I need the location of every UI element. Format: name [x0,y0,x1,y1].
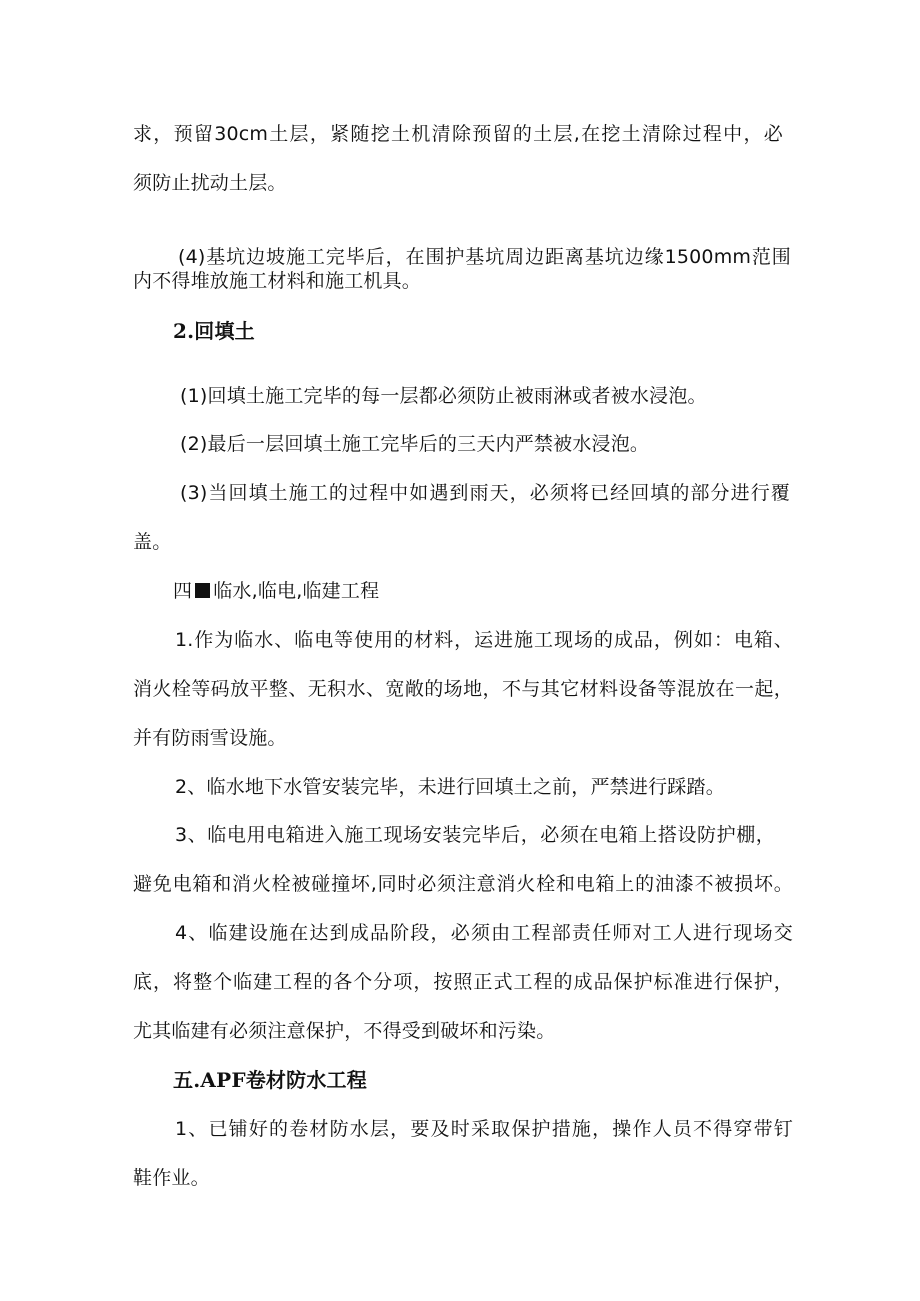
paragraph-line: 消火栓等码放平整、无积水、宽敞的场地，不与其它材料设备等混放在一起， [133,678,793,700]
section-heading: 五.APF卷材防水工程 [173,1068,367,1092]
list-item: (2)最后一层回填土施工完毕后的三天内严禁被水浸泡。 [180,433,650,455]
list-item: (1)回填土施工完毕的每一层都必须防止被雨淋或者被水浸泡。 [180,385,707,407]
heading-number: 四 [173,580,193,602]
paragraph-line: 求，预留30cm土层，紧随挖土机清除预留的土层,在挖土清除过程中，必 [133,123,783,145]
paragraph-line: 并有防雨雪设施。 [133,727,287,749]
section-heading: 2.回填土 [173,319,255,343]
list-item: 4、临建设施在达到成品阶段，必须由工程部责任师对工人进行现场交 [175,922,793,944]
section-heading [173,579,379,603]
paragraph-line: 须防止扰动土层。 [133,172,287,194]
list-item: (3)当回填土施工的过程中如遇到雨天，必须将已经回填的部分进行覆 [180,482,790,504]
list-item: 1、已铺好的卷材防水层，要及时采取保护措施，操作人员不得穿带钉 [175,1118,793,1140]
paragraph-line: (4)基坑边坡施工完毕后，在围护基坑周边距离基坑边缘1500mm范围 [178,246,791,268]
paragraph-line: 尤其临建有必须注意保护，不得受到破坏和污染。 [133,1020,556,1042]
list-item: 3、临电用电箱进入施工现场安装完毕后，必须在电箱上搭设防护棚， [175,824,775,846]
heading-text: 临水,临电,临建工程 [213,580,380,602]
paragraph-line: 鞋作业。 [133,1167,210,1189]
paragraph-line: 盖。 [133,531,172,553]
paragraph-line: 底，将整个临建工程的各个分项，按照正式工程的成品保护标准进行保护， [133,971,793,993]
list-item: 1.作为临水、临电等使用的材料，运进施工现场的成品，例如：电箱、 [175,629,793,651]
paragraph-line: 避免电箱和消火栓被碰撞坏,同时必须注意消火栓和电箱上的油漆不被损坏。 [133,873,793,895]
paragraph-line: 内不得堆放施工材料和施工机具。 [133,270,422,292]
list-item: 2、临水地下水管安装完毕，未进行回填土之前，严禁进行踩踏。 [175,776,725,798]
square-bullet-icon [195,583,210,598]
